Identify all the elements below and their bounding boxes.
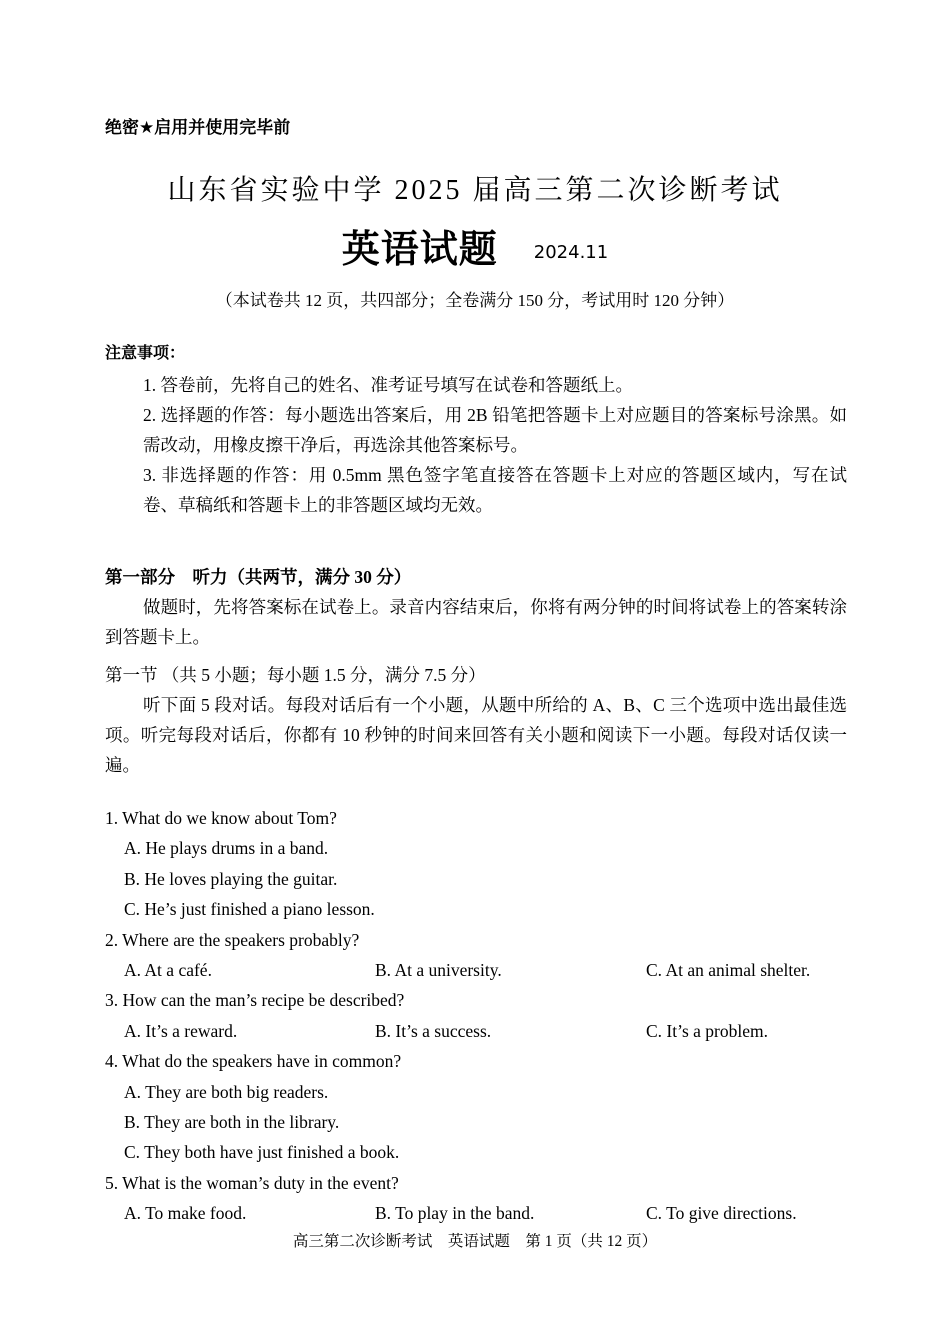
section1-instructions: 听下面 5 段对话。每段对话后有一个小题，从题中所给的 A、B、C 三个选项中选出最佳选项。听完每段对话后，你都有 10 秒钟的时间来回答有关小题和阅读下一小题。每段对话仅读一遍。 [105, 695, 847, 775]
option: C. It’s a problem. [646, 1020, 768, 1041]
notes-heading: 注意事项： [105, 343, 186, 362]
option-row [105, 1016, 847, 1046]
confidential-label: 绝密★启用并使用完毕前 [105, 118, 291, 138]
note-item: 1. 答卷前，先将自己的姓名、准考证号填写在试卷和答题纸上。 [143, 375, 633, 395]
question-stem: 5. What is the woman’s duty in the event? [105, 1172, 399, 1193]
notes-section [105, 338, 847, 520]
note-item [105, 400, 847, 460]
part1-section [105, 562, 847, 780]
part1-heading: 第一部分 听力（共两节，满分 30 分） [105, 567, 412, 587]
part1-intro: 做题时，先将答案标在试卷上。录音内容结束后，你将有两分钟的时间将试卷上的答案转涂到答题卡上。 [105, 597, 847, 647]
option: B. To play in the band. [375, 1203, 535, 1224]
option: B. It’s a success. [375, 1020, 492, 1041]
option: B. They are both in the library. [124, 1112, 340, 1133]
option: C. To give directions. [646, 1203, 797, 1224]
option: A. To make food. [124, 1203, 247, 1224]
option: B. At a university. [375, 960, 502, 981]
note-item [105, 460, 847, 520]
option: B. He loves playing the guitar. [124, 868, 338, 889]
option: A. He plays drums in a band. [124, 838, 329, 859]
question-stem: 2. Where are the speakers probably? [105, 929, 360, 950]
question-stem: 4. What do the speakers have in common? [105, 1051, 402, 1072]
option: A. At a café. [124, 960, 212, 981]
subject-title: 英语试题 [341, 227, 498, 271]
page-footer: 高三第二次诊断考试 英语试题 第 1 页（共 12 页） [292, 1233, 658, 1250]
option-row [105, 1198, 847, 1228]
note-item-text: 3. 非选择题的作答：用 0.5mm 黑色签字笔直接答在答题卡上对应的答题区域内，写在试卷、草稿纸和答题卡上的非答题区域均无效。 [143, 465, 847, 515]
exam-date: 2024.11 [533, 242, 609, 263]
option: A. They are both big readers. [124, 1081, 329, 1102]
option-row [105, 955, 847, 985]
school-exam-title: 山东省实验中学 2025 届高三第二次诊断考试 [167, 175, 783, 206]
question-stem: 1. What do we know about Tom? [105, 808, 337, 828]
option: C. He’s just finished a piano lesson. [124, 899, 375, 920]
questions-list [105, 803, 847, 1229]
section1-heading: 第一节 （共 5 小题；每小题 1.5 分，满分 7.5 分） [105, 665, 486, 685]
question-stem: 3. How can the man’s recipe be described? [105, 990, 405, 1011]
option: A. It’s a reward. [124, 1020, 238, 1041]
option: C. They both have just finished a book. [124, 1142, 400, 1163]
option: C. At an animal shelter. [646, 960, 811, 981]
title-row [0, 218, 950, 273]
note-item-text: 2. 选择题的作答：每小题选出答案后，用 2B 铅笔把答题卡上对应题目的答案标号涂黑。如需改动，用橡皮擦干净后，再选涂其他答案标号。 [143, 405, 847, 455]
exam-info: （本试卷共 12 页，共四部分；全卷满分 150 分，考试用时 120 分钟） [215, 291, 735, 310]
